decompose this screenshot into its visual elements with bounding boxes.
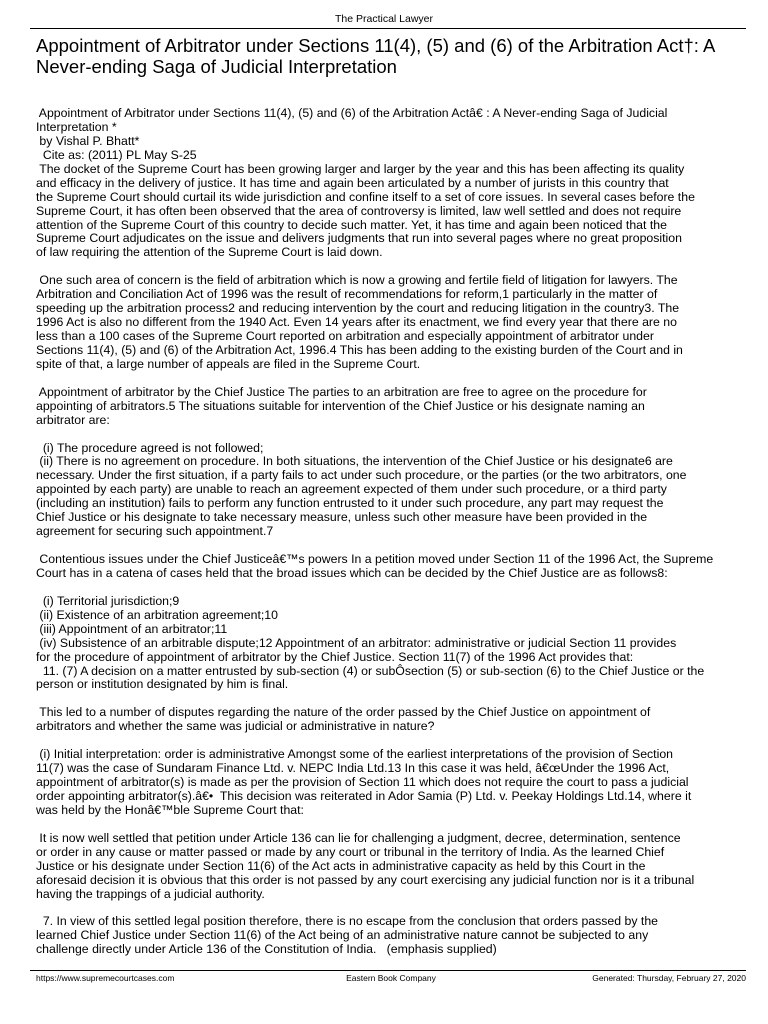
- text-line: aforesaid decision it is obvious that this order is not passed by any court exercising any judicial function nor is it a tribunal: [36, 872, 695, 887]
- text-line: [36, 372, 760, 386]
- text-line: or order in any cause or matter passed or made by any court or tribunal in the territory of India. As the learned Chief: [36, 844, 665, 859]
- article-body: [36, 107, 760, 957]
- text-line: and efficacy in the delivery of justice. It has time and again been articulated by a number of jurists in this country that: [36, 175, 669, 190]
- text-line: learned Chief Justice under Section 11(6) of the Act being of an administrative nature cannot be subjected to any: [36, 928, 649, 943]
- text-line: (iv) Subsistence of an arbitrable dispute;12 Appointment of an arbitrator: administrative or judicial Section 11 provides: [36, 635, 677, 650]
- text-line: appointment of arbitrator(s) is made as per the provision of Section 11 which does not require the court to pass a judicial: [36, 775, 689, 789]
- text-line: [36, 428, 760, 442]
- footer-rule: [30, 970, 746, 971]
- text-line: of law requiring the attention of the Supreme Court is laid down.: [36, 245, 383, 260]
- text-line: appointing of arbitrators.5 The situations suitable for intervention of the Chief Justice or his designate naming an: [36, 398, 645, 413]
- text-line: Sections 11(4), (5) and (6) of the Arbitration Act, 1996.4 This has been adding to the existing burden of the Court and in: [36, 342, 683, 357]
- text-line: arbitrators and whether the same was judicial or administrative in nature?: [36, 719, 435, 734]
- text-line: speeding up the arbitration process2 and reducing intervention by the court and reducing litigation in the country3. The: [36, 301, 680, 316]
- text-line: attention of the Supreme Court of this country to decide such matter. Yet, it has time and again been noticed that the: [36, 217, 667, 232]
- header-rule: [30, 28, 746, 29]
- text-line: [36, 818, 760, 832]
- text-line: Arbitration and Conciliation Act of 1996 was the result of recommendations for reform,1 particularly in the matter of: [36, 287, 658, 302]
- text-line: (i) Initial interpretation: order is administrative Amongst some of the earliest interpretations of the provision of Section: [36, 747, 674, 762]
- text-line: [36, 901, 760, 915]
- text-line: agreement for securing such appointment.7: [36, 524, 274, 539]
- text-line: the Supreme Court should curtail its wide jurisdiction and confine itself to a set of core issues. In several cases before the: [36, 189, 695, 204]
- text-line: 11. (7) A decision on a matter entrusted by sub-section (4) or subÔsection (5) or sub-section (6) to the Chief Justice or the: [36, 663, 705, 678]
- text-line: Court has in a catena of cases held that the broad issues which can be decided by the Chief Justice are as follows8:: [36, 565, 668, 580]
- text-line: (ii) There is no agreement on procedure. In both situations, the intervention of the Chief Justice or his designate6 are: [36, 454, 673, 469]
- footer-generated-date: Generated: Thursday, February 27, 2020: [592, 973, 746, 983]
- text-line: [36, 734, 760, 748]
- text-line: The docket of the Supreme Court has been growing larger and larger by the year and this has been affecting its quality: [36, 161, 685, 176]
- text-line: One such area of concern is the field of arbitration which is now a growing and fertile field of litigation for lawyers. The: [36, 273, 678, 288]
- text-line: was held by the Honâ€™ble Supreme Court that:: [36, 802, 304, 817]
- text-line: for the procedure of appointment of arbitrator by the Chief Justice. Section 11(7) of the 1996 Act provides that:: [36, 649, 634, 664]
- title-line: Appointment of Arbitrator under Sections 11(4), (5) and (6) of the Arbitration Act†: A: [36, 35, 716, 56]
- running-header: The Practical Lawyer: [334, 13, 434, 25]
- text-line: (i) The procedure agreed is not followed;: [36, 440, 264, 455]
- text-line: 1996 Act is also no different from the 1940 Act. Even 14 years after its enactment, we find every year that there are no: [36, 315, 677, 330]
- text-line: Appointment of Arbitrator under Sections 11(4), (5) and (6) of the Arbitration Actâ€ : A Never-ending Saga of Judicial: [36, 106, 668, 120]
- footer-url: https://www.supremecourtcases.com: [36, 973, 175, 983]
- text-line: 11(7) was the case of Sundaram Finance Ltd. v. NEPC India Ltd.13 In this case it was held, â€œUnder the 1996 Act,: [36, 761, 670, 776]
- text-line: (i) Territorial jurisdiction;9: [36, 593, 180, 608]
- text-line: challenge directly under Article 136 of the Constitution of India. (emphasis supplied): [36, 942, 497, 957]
- text-line: Chief Justice or his designate to take necessary measure, unless such other measure have been provided in the: [36, 510, 648, 525]
- text-line: [36, 692, 760, 706]
- text-line: It is now well settled that petition under Article 136 can lie for challenging a judgment, decree, determination, sentence: [36, 830, 681, 845]
- text-line: 7. In view of this settled legal position therefore, there is no escape from the conclusion that orders passed by the: [36, 914, 659, 929]
- text-line: Supreme Court, it has often been observed that the area of controversy is limited, law well settled and does not require: [36, 203, 682, 218]
- text-line: necessary. Under the first situation, if a party fails to act under such procedure, or the parties (or the two arbitrators, one: [36, 468, 687, 483]
- text-line: Contentious issues under the Chief Justiceâ€™s powers In a petition moved under Section 11 of the 1996 Act, the Supreme: [36, 552, 714, 566]
- text-line: (ii) Existence of an arbitration agreement;10: [36, 607, 278, 622]
- title-line: Never-ending Saga of Judicial Interpretation: [36, 56, 397, 77]
- footer-publisher: Eastern Book Company: [346, 973, 436, 983]
- text-line: by Vishal P. Bhatt*: [36, 133, 140, 148]
- text-line: [36, 581, 760, 595]
- text-line: [36, 539, 760, 553]
- text-line: [36, 260, 760, 274]
- text-line: Supreme Court adjudicates on the issue and delivers judgments that run into several pages where no great proposition: [36, 231, 682, 246]
- text-line: appointed by each party) are unable to reach an agreement expected of them under such procedure, or a third party: [36, 482, 667, 497]
- text-line: order appointing arbitrator(s).â€• This decision was reiterated in Ador Samia (P) Ltd. v. Peekay Holdings Ltd.14, where it: [36, 788, 692, 803]
- text-line: Appointment of arbitrator by the Chief Justice The parties to an arbitration are free to agree on the procedure for: [36, 384, 647, 399]
- document-title: [36, 35, 752, 77]
- text-line: arbitrator are:: [36, 412, 110, 427]
- text-line: less than a 100 cases of the Supreme Court reported on arbitration and especially appointment of arbitrator under: [36, 329, 654, 343]
- text-line: (including an institution) fails to perform any function entrusted to it under such procedure, any part may request the: [36, 496, 664, 511]
- text-line: Cite as: (2011) PL May S-25: [36, 147, 197, 162]
- text-line: having the trappings of a judicial authority.: [36, 886, 265, 901]
- text-line: spite of that, a large number of appeals are filed in the Supreme Court.: [36, 356, 421, 371]
- text-line: (iii) Appointment of an arbitrator;11: [36, 621, 228, 636]
- text-line: Justice or his designate under Section 11(6) of the Act acts in administrative capacity as held by this Court in the: [36, 858, 646, 873]
- text-line: Interpretation *: [36, 119, 117, 134]
- text-line: person or institution designated by him is final.: [36, 677, 289, 692]
- text-line: This led to a number of disputes regarding the nature of the order passed by the Chief Justice on appointment of: [36, 705, 651, 720]
